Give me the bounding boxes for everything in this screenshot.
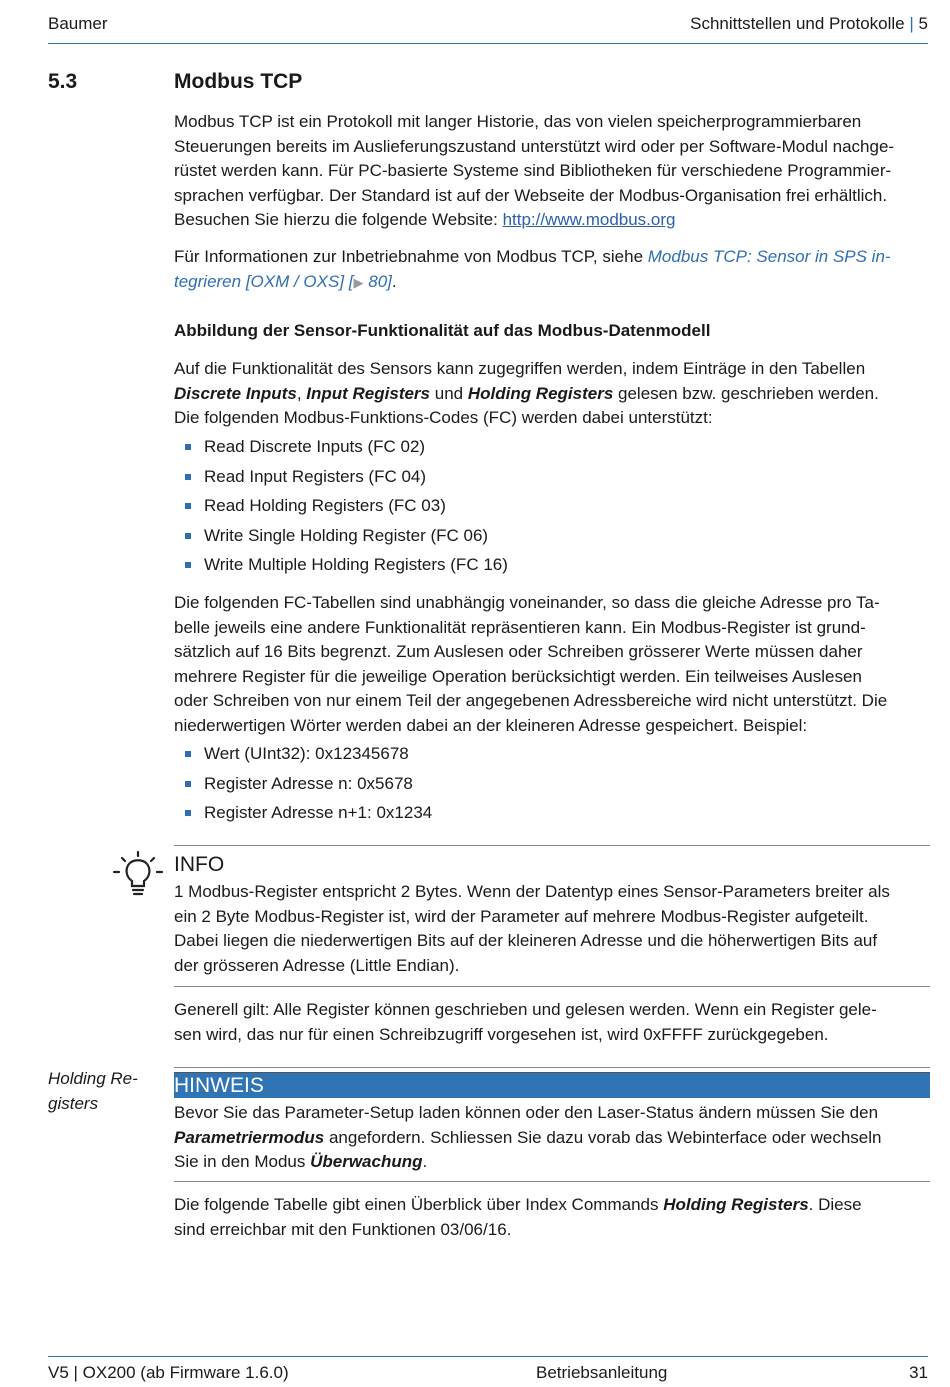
overview-line: Die folgende Tabelle gibt einen Überblick über Index Commands Holding Registers. Diese (174, 1195, 862, 1214)
margin-note: Holding Re- gisters (48, 1069, 138, 1113)
list-item: Write Single Holding Register (FC 06) (183, 524, 923, 554)
bullet-square-icon (185, 503, 191, 509)
mapping-line: Die folgenden Modbus-Funktions-Codes (FC) werden dabei unterstützt: (174, 408, 713, 427)
info-line: der grösseren Adresse (Little Endian). (174, 955, 460, 975)
bullet-square-icon (185, 474, 191, 480)
commissioning-line: tegrieren [OXM / OXS] [▶ 80]. (174, 271, 397, 291)
list-item: Read Input Registers (FC 04) (183, 465, 923, 495)
tables-line: belle jeweils eine andere Funktionalität repräsentieren kann. Ein Modbus-Register ist grund- (174, 617, 866, 637)
xref-page[interactable]: 80] (363, 271, 392, 291)
lightbulb-icon (112, 850, 164, 902)
hinweis-line: Parametriermodus angefordern. Schliessen Sie dazu vorab das Webinterface oder wechseln (174, 1127, 882, 1147)
tables-line: Die folgenden FC-Tabellen sind unabhängig voneinander, so dass die gleiche Adresse pro Ta- (174, 593, 880, 612)
general-line: Generell gilt: Alle Register können geschrieben und gelesen werden. Wenn ein Register gele- (174, 1000, 877, 1019)
tables-line: niederwertigen Wörter werden dabei an der kleineren Adresse gespeichert. Beispiel: (174, 715, 808, 735)
mapping-line: Auf die Funktionalität des Sensors kann zugegriffen werden, indem Einträge in den Tabellen (174, 359, 866, 378)
intro-line: Modbus TCP ist ein Protokoll mit langer Historie, das von vielen speicherprogrammierbaren (174, 112, 862, 131)
commissioning-paragraph (174, 245, 930, 295)
intro-line: Besuchen Sie hierzu die folgende Website: http://www.modbus.org (174, 210, 676, 229)
list-item: Register Adresse n+1: 0x1234 (183, 801, 923, 831)
mapping-line: Discrete Inputs, Input Registers und Holding Registers gelesen bzw. geschrieben werden. (174, 383, 879, 403)
info-title: INFO (174, 853, 225, 876)
bullet-square-icon (185, 751, 191, 757)
header-chapter (690, 14, 928, 34)
hinweis-banner (174, 1072, 930, 1098)
tables-line: sätzlich auf 16 Bits begrenzt. Zum Auslesen oder Schreiben grösserer Werte müssen daher (174, 642, 863, 661)
list-item: Read Discrete Inputs (FC 02) (183, 435, 923, 465)
general-line: sen wird, das nur für einen Schreibzugriff vorgesehen ist, wird 0xFFFF zurückgegeben. (174, 1024, 829, 1044)
hinweis-title: HINWEIS (174, 1074, 264, 1097)
mapping-paragraph (174, 357, 930, 431)
section-title: Modbus TCP (174, 70, 303, 93)
header-brand: Baumer (48, 14, 108, 33)
intro-line: Steuerungen bereits im Auslieferungszustand unterstützt wird oder per Software-Modul nachge- (174, 136, 895, 156)
info-top-rule (174, 845, 930, 846)
bullet-square-icon (185, 781, 191, 787)
hinweis-top-rule (174, 1067, 930, 1068)
page-arrow-icon: ▶ (353, 274, 364, 290)
bullet-square-icon (185, 533, 191, 539)
function-code-list (183, 435, 923, 583)
intro-line: rüstet werden kann. Für PC-basierte Systeme sind Bibliotheken für verschiedene Programmier- (174, 161, 892, 180)
page-footer (48, 1356, 928, 1387)
list-item: Wert (UInt32): 0x12345678 (183, 742, 923, 772)
modbus-org-link[interactable]: http://www.modbus.org (502, 210, 676, 229)
tables-line: oder Schreiben von nur einem Teil der angegebenen Adressbereiche wird nicht unterstützt. Die (174, 691, 888, 710)
hinweis-line: Bevor Sie das Parameter-Setup laden können oder den Laser-Status ändern müssen Sie den (174, 1103, 879, 1122)
footer-version: V5 | OX200 (ab Firmware 1.6.0) (48, 1363, 289, 1382)
hinweis-bottom-rule (174, 1181, 930, 1182)
hinweis-paragraph (174, 1101, 930, 1175)
list-item: Write Multiple Holding Registers (FC 16) (183, 553, 923, 583)
mapping-heading: Abbildung der Sensor-Funktionalität auf das Modbus-Datenmodell (174, 321, 711, 340)
info-line: Dabei liegen die niederwertigen Bits auf der kleineren Adresse und die höherwertigen Bits auf (174, 931, 878, 950)
header-separator: | (909, 14, 914, 33)
bullet-square-icon (185, 562, 191, 568)
overview-line: sind erreichbar mit den Funktionen 03/06/16. (174, 1219, 512, 1239)
xref-link[interactable]: Modbus TCP: Sensor in SPS in- (647, 247, 891, 266)
info-paragraph (174, 880, 930, 978)
page-header (48, 14, 928, 44)
commissioning-line: Für Informationen zur Inbetriebnahme von Modbus TCP, siehe Modbus TCP: Sensor in SPS in- (174, 247, 891, 266)
tables-line: mehrere Register für die jeweilige Operation berücksichtigt werden. Ein teilweises Auslesen (174, 666, 862, 686)
header-chapter-number: 5 (918, 14, 928, 33)
hinweis-line: Sie in den Modus Überwachung. (174, 1152, 428, 1171)
section-number: 5.3 (48, 70, 78, 93)
info-line: ein 2 Byte Modbus-Register ist, wird der Parameter auf mehrere Modbus-Register aufgeteilt. (174, 906, 869, 926)
bullet-square-icon (185, 810, 191, 816)
footer-doc-type: Betriebsanleitung (536, 1363, 668, 1382)
list-item: Read Holding Registers (FC 03) (183, 494, 923, 524)
header-chapter-title: Schnittstellen und Protokolle (690, 14, 905, 33)
intro-line: sprachen verfügbar. Der Standard ist auf der Webseite der Modbus-Organisation frei erhältlich. (174, 185, 888, 205)
info-bottom-rule (174, 986, 930, 987)
tables-paragraph (174, 591, 930, 738)
page-number: 31 (909, 1363, 928, 1382)
overview-paragraph (174, 1193, 930, 1242)
general-paragraph (174, 998, 930, 1047)
xref-link-cont[interactable]: tegrieren [OXM / OXS] [ (174, 271, 354, 291)
example-list (183, 742, 923, 831)
bullet-square-icon (185, 444, 191, 450)
info-line: 1 Modbus-Register entspricht 2 Bytes. Wenn der Datentyp eines Sensor-Parameters breiter als (174, 882, 890, 901)
intro-paragraph (174, 110, 930, 233)
list-item: Register Adresse n: 0x5678 (183, 772, 923, 802)
